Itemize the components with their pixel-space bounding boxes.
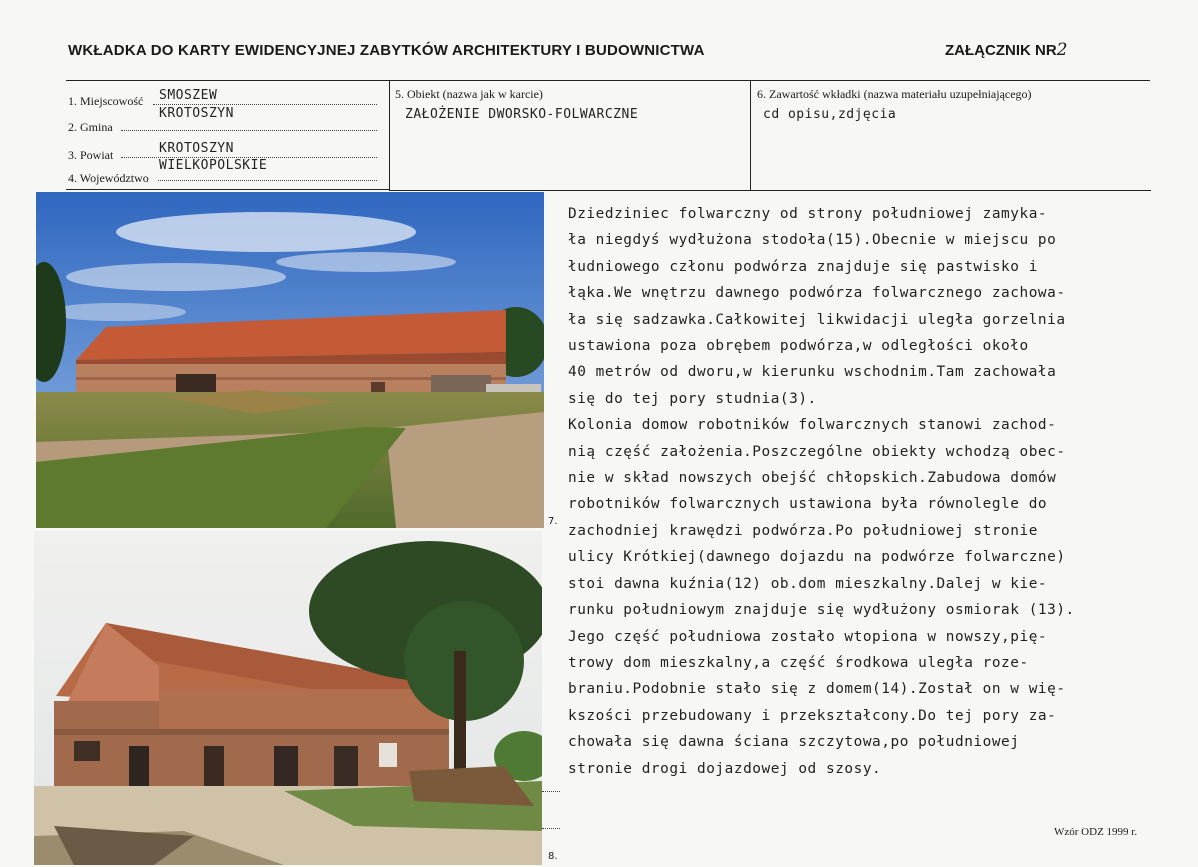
photo-2-dotted-mark-b <box>542 828 560 829</box>
description-line: kszości przebudowany i przekształcony.Do tej pory za- <box>568 707 1057 724</box>
description-line: ulicy Krótkiej(dawnego dojazdu na podwórze folwarczne) <box>568 549 1066 566</box>
description-line: nią część założenia.Poszczególne obiekty wchodzą obec- <box>568 443 1066 460</box>
form-template-note: Wzór ODZ 1999 r. <box>1054 826 1138 838</box>
zawartosc-value: cd opisu,zdjęcia <box>763 107 897 122</box>
fields-bottom-rule <box>66 189 389 190</box>
description-line: łąka.We wnętrzu dawnego podwórza folwarcznego zachowa- <box>568 285 1066 302</box>
description-line: 40 metrów od dworu,w kierunku wschodnim.Tam zachowała <box>568 364 1057 381</box>
column-divider-1 <box>389 80 390 190</box>
obiekt-value: ZAŁOŻENIE DWORSKO-FOLWARCZNE <box>405 107 639 122</box>
photo-barn-courtyard-image <box>34 531 542 865</box>
photo-barn-meadow <box>36 192 544 528</box>
description-line: stronie drogi dojazdowej od szosy. <box>568 760 882 777</box>
description-line: stoi dawna kuźnia(12) ob.dom mieszkalny.Dalej w kie- <box>568 575 1048 592</box>
description-line: łudniowego członu podwórza znajduje się pastwisko i <box>568 258 1038 275</box>
header-top-rule <box>66 80 1150 81</box>
description-line: robotników folwarcznych ustawiona była równolegle do <box>568 496 1048 513</box>
wojewodztwo-value: WIELKOPOLSKIE <box>159 158 268 173</box>
description-line: zachodniej krawędzi podwórza.Po południowej stronie <box>568 522 1038 539</box>
miejscowosc-value: SMOSZEW <box>159 88 218 103</box>
gmina-value: KROTOSZYN <box>159 106 234 121</box>
description-line: chowała się dawna ściana szczytowa,po południowej <box>568 734 1020 751</box>
description-line: runku południowym znajduje się wydłużony osmiorak (13). <box>568 602 1075 619</box>
description-line: nie w skład nowszych obejść chłopskich.Zabudowa domów <box>568 470 1057 487</box>
obiekt-label: 5. Obiekt (nazwa jak w karcie) <box>395 87 543 101</box>
gmina-label: 2. Gmina <box>68 120 113 134</box>
powiat-label: 3. Powiat <box>68 148 114 162</box>
zawartosc-label: 6. Zawartość wkładki (nazwa materiału uzupełniającego) <box>757 87 1032 101</box>
photo-2-number: 8. <box>548 851 558 862</box>
description-line: ła niegdyś wydłużona stodoła(15).Obecnie w miejscu po <box>568 232 1057 249</box>
powiat-value: KROTOSZYN <box>159 141 234 156</box>
form-title: WKŁADKA DO KARTY EWIDENCYJNEJ ZABYTKÓW ARCHITEKTURY I BUDOWNICTWA <box>68 42 705 59</box>
gmina-dotted-line <box>121 130 377 131</box>
wojewodztwo-dotted-line <box>158 180 377 181</box>
annex-label <box>945 40 1067 60</box>
description-line: Kolonia domow robotników folwarcznych stanowi zachod- <box>568 417 1057 434</box>
description-line: trowy dom mieszkalny,a część środkowa uległa roze- <box>568 654 1029 671</box>
wojewodztwo-label: 4. Województwo <box>68 171 149 185</box>
description-line: Dziedziniec folwarczny od strony południowej zamyka- <box>568 206 1048 222</box>
description-line: braniu.Podobnie stało się z domem(14).Został on w wię- <box>568 681 1066 698</box>
description-line: ła się sadzawka.Całkowitej likwidacji uległa gorzelnia <box>568 311 1066 328</box>
description-line: ustawiona poza obrębem podwórza,w odległości około <box>568 338 1029 355</box>
photo-2-dotted-mark-a <box>542 791 560 792</box>
column-divider-2 <box>750 80 751 190</box>
annex-label-text: ZAŁĄCZNIK NR <box>945 42 1057 59</box>
photo-1-number: 7. <box>548 516 558 527</box>
photo-barn-meadow-image <box>36 192 544 528</box>
description-line: się do tej pory studnia(3). <box>568 390 817 407</box>
miejscowosc-label: 1. Miejscowość <box>68 94 144 108</box>
miejscowosc-dotted-line <box>153 104 377 105</box>
header-bottom-rule <box>389 190 1151 191</box>
description-line: Jego część południowa zostało wtopiona w nowszy,pię- <box>568 628 1048 645</box>
description-text <box>568 201 1128 782</box>
photo-barn-courtyard <box>34 531 542 865</box>
annex-number: 2 <box>1056 40 1068 60</box>
